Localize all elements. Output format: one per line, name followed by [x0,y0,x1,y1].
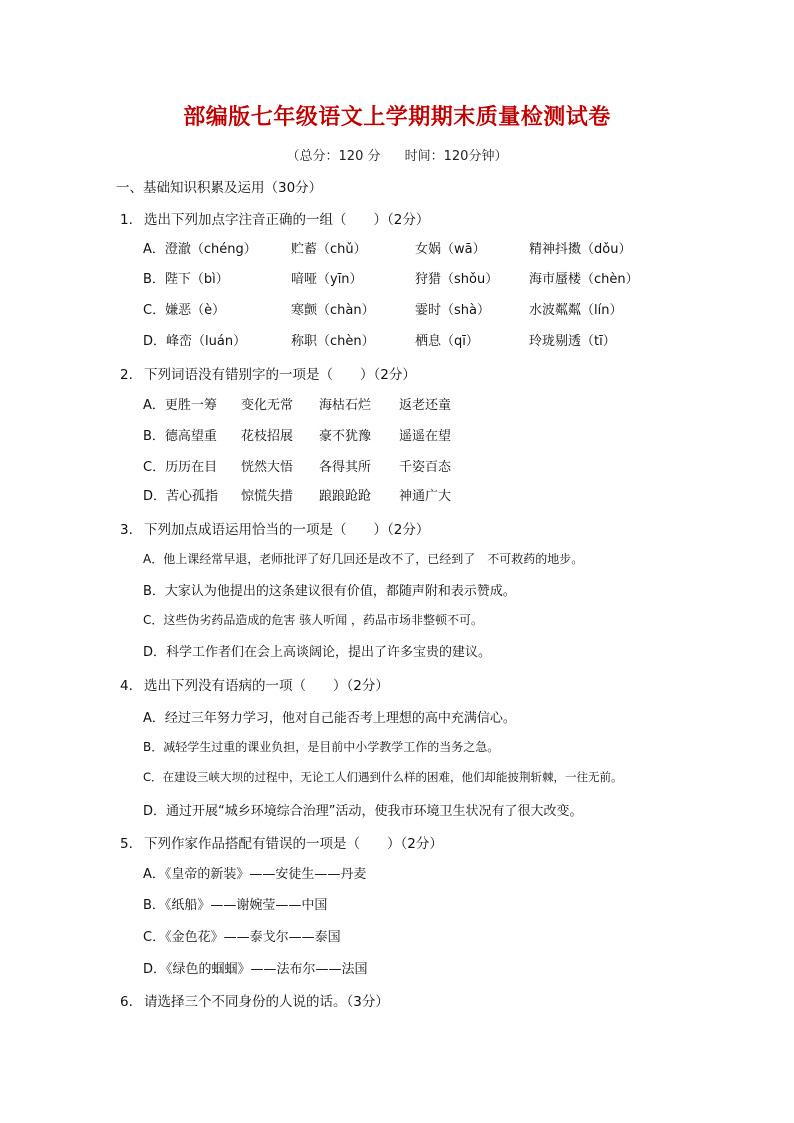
question-number: 3. [120,522,133,538]
option-cell: A．澄澈（chéng） [143,242,257,257]
option-cell: 寒颤（chàn） [291,303,375,318]
question-stem: 选出下列加点字注音正确的一组（ ）（2分） [144,212,430,228]
option-cell: B．德高望重 [143,429,217,444]
question-stem: 请选择三个不同身份的人说的话。（3分） [144,994,389,1010]
option-cell: 遥遥在望 [399,429,452,444]
q5-option-a: A．《皇帝的新装》——安徒生——丹麦 [143,867,367,882]
option-cell: 豪不犹豫 [319,429,372,444]
option-cell: 精神抖擞（dǒu） [529,242,632,257]
question-1 [120,208,429,228]
option-cell: 恍然大悟 [241,460,294,475]
option-cell: 海枯石烂 [319,398,372,413]
option-cell: 返老还童 [399,398,452,413]
section-heading: 一、基础知识积累及运用（30分） [116,180,323,196]
option-cell: 贮蓄（chǔ） [291,242,367,257]
option-cell: D．峰峦（luán） [143,334,247,349]
q4-option-c: C．在建设三峡大坝的过程中，无论工人们遇到什么样的困难，他们却能披荆斩棘，一往无前。 [143,770,623,784]
option-cell: 惊慌失措 [241,489,294,504]
option-cell: 玲珑剔透（tī） [529,334,616,349]
q3-option-c: C．这些伪劣药品造成的危害 骇人听闻 ，药品市场非整顿不可。 [143,613,484,627]
option-cell: 变化无常 [241,398,294,413]
option-cell: B．陛下（bì） [143,272,229,287]
option-cell: 踉踉跄跄 [319,489,372,504]
question-4 [120,674,389,694]
question-stem: 选出下列没有语病的一项（ ）（2分） [144,678,389,694]
question-stem: 下列词语没有错别字的一项是（ ）（2分） [144,367,416,383]
question-6 [120,990,389,1010]
option-cell: 喑哑（yīn） [291,272,363,287]
q3-option-b: B．大家认为他提出的这条建议很有价值，都随声附和表示赞成。 [143,584,516,599]
question-number: 5. [120,836,133,852]
exam-info [0,145,794,164]
option-cell: 千姿百态 [399,460,452,475]
question-stem: 下列作家作品搭配有错误的一项是（ ）（2分） [144,836,443,852]
question-number: 4. [120,678,133,694]
option-cell: D．苦心孤指 [143,489,219,504]
question-number: 1. [120,212,133,228]
option-cell: 霎时（shà） [415,303,490,318]
q4-option-d: D．通过开展“城乡环境综合治理”活动，使我市环境卫生状况有了很大改变。 [143,804,583,819]
option-cell: C．嫌恶（è） [143,303,226,318]
option-cell: 各得其所 [319,460,372,475]
option-cell: C．历历在目 [143,460,218,475]
question-number: 6. [120,994,133,1010]
page-title: 部编版七年级语文上学期期末质量检测试卷 [183,105,611,130]
question-2 [120,363,416,383]
q4-option-b: B．减轻学生过重的课业负担，是目前中小学教学工作的当务之急。 [143,740,500,754]
option-cell: 海市蜃楼（chèn） [529,272,639,287]
q5-option-c: C．《金色花》——泰戈尔——泰国 [143,930,341,945]
option-cell: 神通广大 [399,489,452,504]
question-3 [120,518,429,538]
option-cell: 水波粼粼（lín） [529,303,623,318]
total-score: （总分：120 分 [286,149,381,164]
q5-option-d: D．《绿色的蝈蝈》——法布尔——法国 [143,962,368,977]
option-cell: 称职（chèn） [291,334,375,349]
q4-option-a: A．经过三年努力学习，他对自己能否考上理想的高中充满信心。 [143,711,516,726]
question-5 [120,832,443,852]
q5-option-b: B．《纸船》——谢婉莹——中国 [143,898,328,913]
option-cell: 栖息（qī） [415,334,479,349]
question-number: 2. [120,367,133,383]
option-cell: A．更胜一筹 [143,398,217,413]
time-limit: 时间：120分钟） [404,149,508,164]
option-cell: 狩猎（shǒu） [415,272,499,287]
option-cell: 花枝招展 [241,429,294,444]
question-stem: 下列加点成语运用恰当的一项是（ ）（2分） [144,522,430,538]
q3-option-a: A．他上课经常早退，老师批评了好几回还是改不了，已经到了 不可救药的地步。 [143,552,584,566]
q3-option-d: D．科学工作者们在会上高谈阔论，提出了许多宝贵的建议。 [143,645,492,660]
option-cell: 女娲（wā） [415,242,486,257]
